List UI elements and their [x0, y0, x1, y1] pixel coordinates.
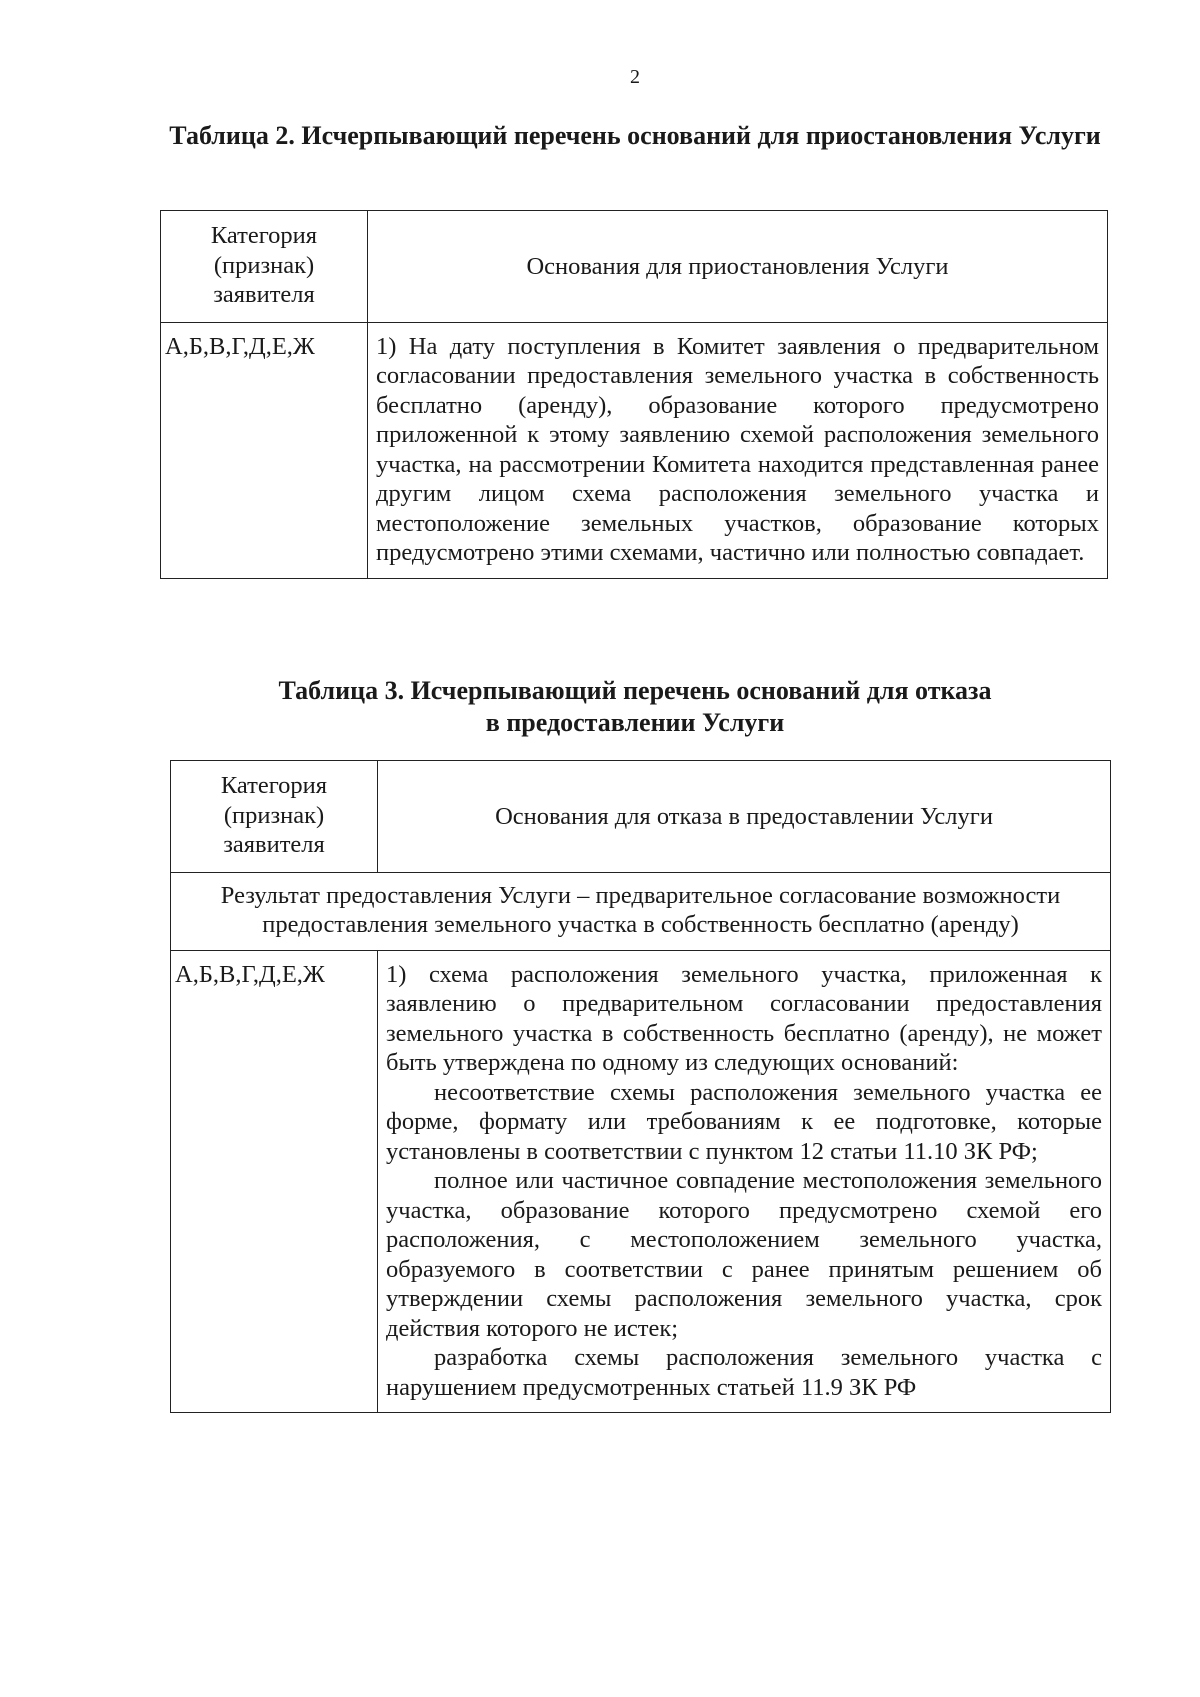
- table3-paragraph: разработка схемы расположения земельного участка с нарушением предусмотренных статьей 11.9 ЗК РФ: [386, 1344, 1102, 1401]
- table2-row-text: 1) На дату поступления в Комитет заявления о предварительном согласовании предоставления земельного участка в собственность бесплатно (аренду), образование которого предусмотрено приложенной к этому заявлению схемой расположения земельного участка, на рассмотрении Комитета находится представленная ранее другим лицом схема расположения земельного участка и местоположение земельных участков, образование которых предусмотрено этими схемами, частично или полностью совпадает.: [368, 322, 1108, 578]
- table3-result: Результат предоставления Услуги – предварительное согласование возможности предоставления земельного участка в собственность бесплатно (аренду): [171, 872, 1111, 950]
- table2-header-category-line: Категория: [210, 222, 318, 249]
- table2-row-codes: А,Б,В,Г,Д,Е,Ж: [161, 322, 368, 578]
- table3-header-category-line: (признак): [223, 801, 325, 829]
- table3-header-category: [171, 761, 378, 873]
- table3-title: [0, 675, 1200, 739]
- table3-paragraph: полное или частичное совпадение местоположения земельного участка, образование которого предусмотрено схемой его расположения, с местоположением земельного участка, образуемого в соответствии с ранее принятым решением об утверждении схемы расположения земельного участка, срок действия которого не истек;: [386, 1167, 1102, 1342]
- table3-header-category-line: Категория: [220, 772, 328, 799]
- table3-paragraph: 1) схема расположения земельного участка, приложенная к заявлению о предварительном согласовании предоставления земельного участка в собственность бесплатно (аренду), не может быть утверждена по одному из следующих оснований:: [386, 960, 1102, 1076]
- table3-header-row: [171, 761, 1111, 873]
- table2-row: [161, 322, 1108, 578]
- table2-header-row: [161, 211, 1108, 323]
- table2: [160, 210, 1108, 579]
- table3-header-grounds: Основания для отказа в предоставлении Услуги: [378, 761, 1111, 873]
- table3: [170, 760, 1111, 1413]
- table3-paragraph: несоответствие схемы расположения земельного участка ее форме, формату или требованиям к ее подготовке, которые установлены в соответствии с пунктом 12 статьи 11.10 ЗК РФ;: [386, 1078, 1102, 1165]
- table2-header-category-line: (признак): [213, 251, 315, 279]
- table2-header-grounds: Основания для приостановления Услуги: [368, 211, 1108, 323]
- page-number: 2: [630, 66, 640, 88]
- table2-header-category-line: заявителя: [213, 281, 315, 308]
- table2-header-category: [161, 211, 368, 323]
- table2-title: [0, 120, 1200, 152]
- table3-row-codes: А,Б,В,Г,Д,Е,Ж: [171, 950, 378, 1413]
- table3-row: [171, 950, 1111, 1413]
- table3-result-row: [171, 872, 1111, 950]
- table3-title-line: в предоставлении Услуги: [485, 708, 785, 737]
- table3-row-text: [378, 950, 1111, 1413]
- table2-title-text: Таблица 2. Исчерпывающий перечень оснований для приостановления Услуги: [169, 121, 1101, 150]
- table3-title-line: Таблица 3. Исчерпывающий перечень оснований для отказа: [278, 676, 992, 705]
- table3-header-category-line: заявителя: [223, 831, 325, 858]
